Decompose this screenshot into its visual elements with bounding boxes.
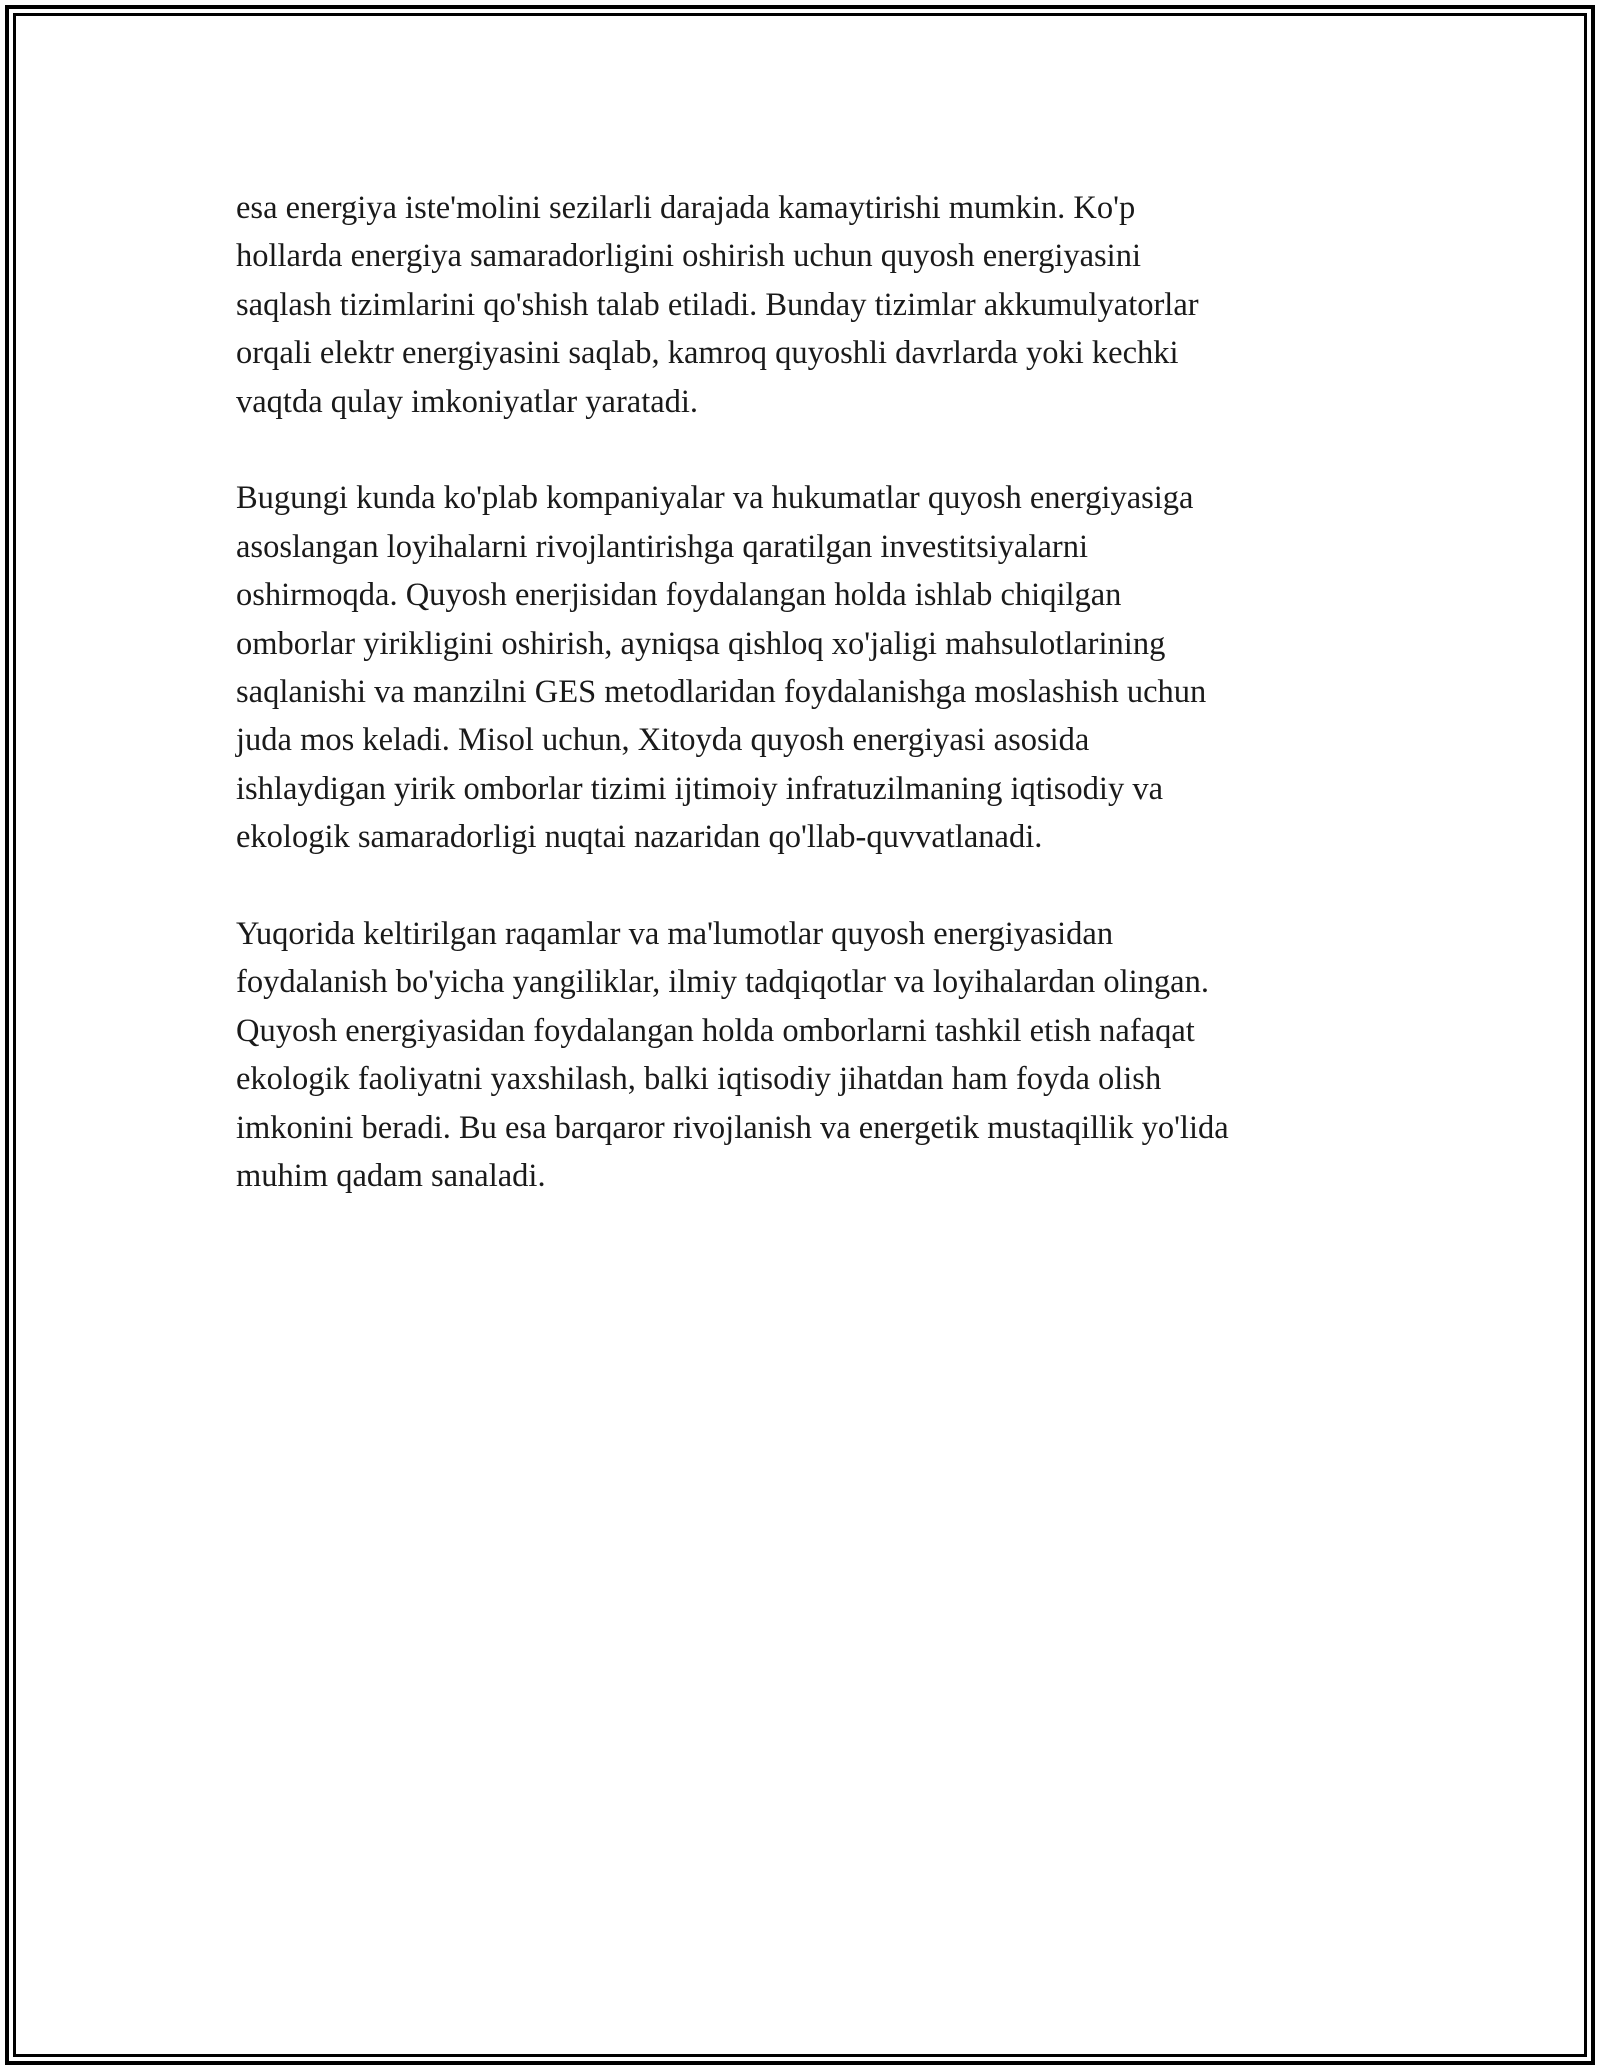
paragraph-3: Yuqorida keltirilgan raqamlar va ma'lumotlar quyosh energiyasidan foydalanish bo'yicha yangiliklar, ilmiy tadqiqotlar va loyihalardan olingan. Quyosh energiyasidan foydalangan holda omborlarni tashkil etish nafaqat ekologik faoliyatni yaxshilash, balki iqtisodiy jihatdan ham foyda olish imkonini beradi. Bu esa barqaror rivojlanish va energetik mustaqillik yo'lida muhim qadam sanaladi. <box>236 916 1229 1195</box>
document-body <box>236 184 1366 1249</box>
paragraph-1: esa energiya iste'molini sezilarli darajada kamaytirishi mumkin. Ko'p hollarda energiya samaradorligini oshirish uchun quyosh energiyasini saqlash tizimlarini qo'shish talab etiladi. Bunday tizimlar akkumulyatorlar orqali elektr energiyasini saqlab, kamroq quyoshli davrlarda yoki kechki vaqtda qulay imkoniyatlar yaratadi. <box>236 190 1199 420</box>
paragraph-2: Bugungi kunda ko'plab kompaniyalar va hukumatlar quyosh energiyasiga asoslangan loyihalarni rivojlantirishga qaratilgan investitsiyalarni oshirmoqda. Quyosh enerjisidan foydalangan holda ishlab chiqilgan omborlar yirikligini oshirish, ayniqsa qishloq xo'jaligi mahsulotlarining saqlanishi va manzilni GES metodlaridan foydalanishga moslashish uchun juda mos keladi. Misol uchun, Xitoyda quyosh energiyasi asosida ishlaydigan yirik omborlar tizimi ijtimoiy infratuzilmaning iqtisodiy va ekologik samaradorligi nuqtai nazaridan qo'llab-quvvatlanadi. <box>236 480 1207 856</box>
